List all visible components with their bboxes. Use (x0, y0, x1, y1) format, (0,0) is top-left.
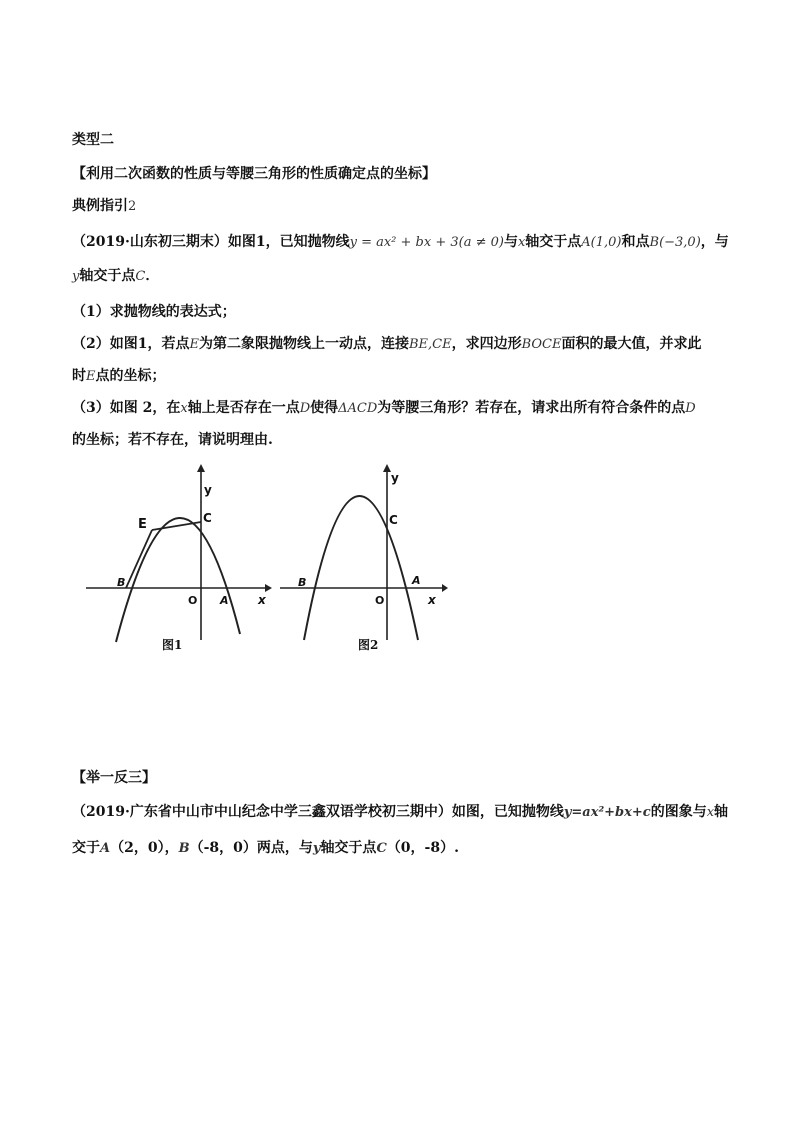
text-fragment: ，与 (700, 234, 729, 250)
label-e: E (138, 517, 147, 532)
question-2 (72, 334, 732, 355)
parabola (116, 518, 240, 642)
figure-1-caption: 图1 (162, 638, 183, 652)
label-a: A (220, 594, 229, 607)
segments-be-ce: BE,CE (408, 337, 452, 352)
practice-line-1 (72, 802, 732, 823)
topic-title: 【利用二次函数的性质与等腰三角形的性质确定点的坐标】 (72, 166, 436, 182)
segment-be (126, 530, 152, 588)
x-axis-arrow-icon (265, 584, 272, 592)
x-variable: x (180, 401, 188, 416)
text-fragment: ，求四边形 (451, 336, 522, 352)
text-fragment: （0，-8）. (386, 840, 459, 856)
text-fragment: 轴交于点 (525, 234, 582, 250)
point-a: A(1,0) (581, 235, 622, 250)
text-fragment: 轴交于点 (320, 840, 377, 856)
segment-ce (152, 522, 201, 530)
y-axis-arrow-icon (383, 464, 391, 472)
point-e: E (86, 369, 96, 384)
type-heading: 类型二 (72, 132, 114, 148)
label-a: A (412, 574, 421, 587)
x-variable: x (706, 805, 715, 820)
text-fragment: 为第二象限抛物线上一动点，连接 (198, 336, 409, 352)
text-fragment: （2，0）， (110, 840, 179, 856)
point-a: A (100, 841, 111, 856)
question-3-cont: 的坐标；若不存在，请说明理由. (72, 432, 273, 448)
point-d: D (299, 401, 311, 416)
text-fragment: （3）如图 2，在 (72, 400, 181, 416)
label-c: C (389, 513, 398, 527)
example-label: 典例指引 (72, 198, 128, 214)
label-b: B (117, 576, 126, 589)
text-fragment: 交于 (72, 840, 100, 856)
y-variable: y (72, 269, 80, 284)
practice-line-2 (72, 838, 732, 859)
figure-1-graph (82, 462, 272, 650)
label-c: C (203, 511, 212, 525)
point-c: C (376, 841, 387, 856)
point-d: D (685, 401, 696, 416)
example-number: 2 (128, 199, 137, 214)
label-x: x (428, 593, 436, 607)
parabola-equation: y=ax²+bx+c (563, 805, 651, 820)
text-fragment: 点的坐标； (95, 368, 166, 384)
fig-ref: 1 (255, 234, 266, 250)
label-x: x (258, 593, 266, 607)
text-fragment: 面积的最大值，并求此 (561, 336, 702, 352)
x-axis-arrow-icon (442, 584, 448, 592)
text-fragment: （-8，0）两点，与 (189, 840, 313, 856)
point-b: B (178, 841, 190, 856)
quadrilateral-boce: BOCE (521, 337, 562, 352)
figure-1 (82, 462, 272, 650)
parabola (304, 496, 418, 640)
figure-2 (278, 462, 448, 650)
parabola-equation: y = ax² + bx + 3(a ≠ 0) (349, 235, 504, 250)
text-fragment: 轴上是否存在一点 (187, 400, 300, 416)
text-fragment: （2）如图1，若点 (72, 336, 190, 352)
text-fragment: 为等腰三角形？若存在，请求出所有符合条件的点 (377, 400, 686, 416)
x-variable: x (517, 235, 526, 250)
text-fragment: 轴 (714, 804, 729, 820)
text-fragment: 和点 (621, 234, 650, 250)
text-fragment: 使得 (310, 400, 339, 416)
example-line-1 (72, 232, 732, 253)
label-y: y (391, 471, 399, 485)
question-2-cont (72, 366, 732, 387)
question-3 (72, 398, 732, 419)
point-e: E (189, 337, 199, 352)
example-line-2 (72, 266, 732, 287)
y-variable: y (312, 841, 321, 856)
label-b: B (298, 576, 307, 589)
text-fragment: 与 (503, 234, 518, 250)
text-fragment: 轴交于点 (79, 268, 136, 284)
text-fragment: 时 (72, 368, 86, 384)
triangle-acd: ΔACD (338, 401, 378, 416)
example-source: （2019·山东初三期末）如图 (72, 234, 256, 250)
text-fragment: ． (145, 268, 160, 284)
question-1: （1）求抛物线的表达式； (72, 304, 236, 320)
practice-label: 【举一反三】 (72, 770, 156, 786)
y-axis-arrow-icon (197, 464, 205, 472)
figure-2-caption: 图2 (358, 638, 379, 652)
figure-2-graph (278, 462, 448, 650)
text-fragment: （2019·广东省中山市中山纪念中学三鑫双语学校初三期中）如图，已知抛物线 (72, 804, 564, 820)
label-o: O (375, 594, 385, 607)
label-y: y (204, 483, 212, 497)
point-c: C (135, 269, 146, 284)
text-fragment: ，已知抛物线 (265, 234, 350, 250)
label-o: O (188, 594, 198, 607)
text-fragment: 的图象与 (650, 804, 707, 820)
example-heading (72, 196, 732, 217)
point-b: B(−3,0) (649, 235, 701, 250)
